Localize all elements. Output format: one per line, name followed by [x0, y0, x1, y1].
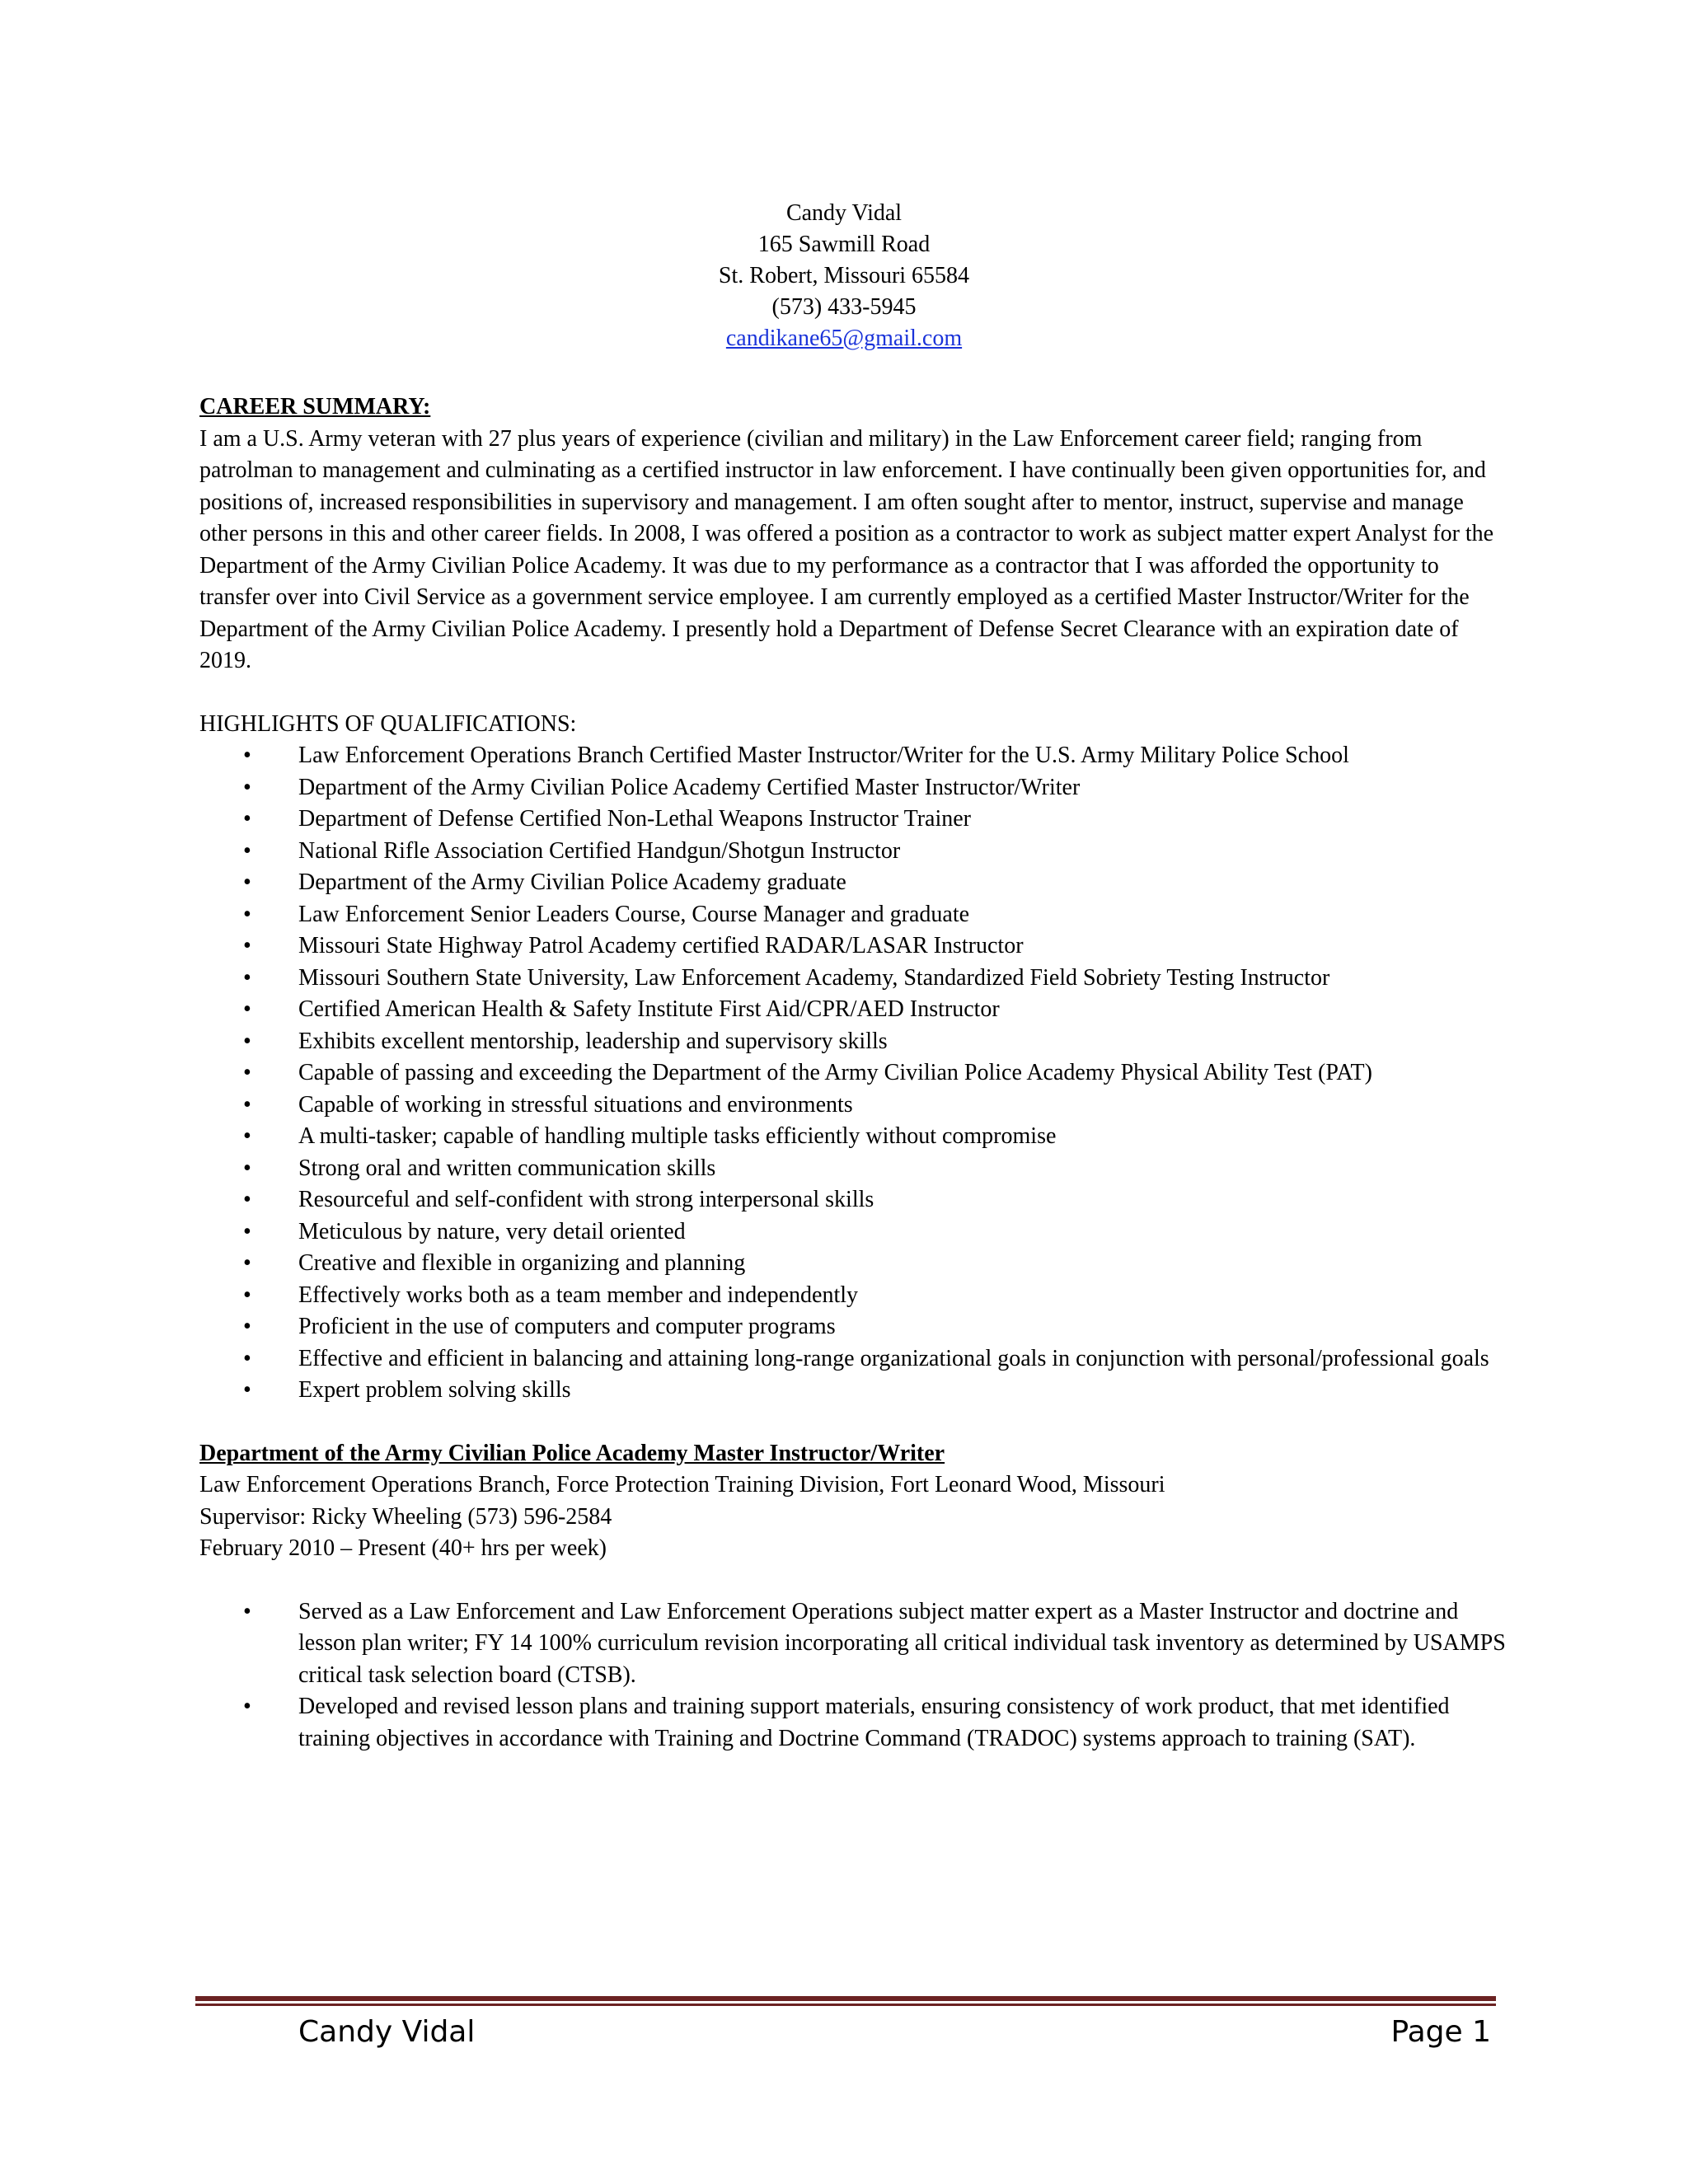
bullet-icon: •: [243, 933, 251, 958]
list-item: • Law Enforcement Senior Leaders Course, Course Manager and graduate: [199, 899, 1506, 931]
bullet-icon: •: [243, 1028, 251, 1054]
list-item: • Missouri State Highway Patrol Academy certified RADAR/LASAR Instructor: [199, 930, 1506, 963]
bullet-icon: •: [243, 1598, 251, 1624]
bullet-icon: •: [243, 774, 251, 800]
list-item: • Department of Defense Certified Non-Lethal Weapons Instructor Trainer: [199, 804, 1506, 836]
bullet-icon: •: [243, 1314, 251, 1339]
list-item: • Capable of working in stressful situations and environments: [199, 1090, 1506, 1122]
bullet-icon: •: [243, 1250, 251, 1276]
job-title: Department of the Army Civilian Police Academy Master Instructor/Writer: [199, 1440, 945, 1466]
bullet-icon: •: [243, 1187, 251, 1212]
list-item: • A multi-tasker; capable of handling multiple tasks efficiently without compromise: [199, 1121, 1506, 1153]
list-item: • Exhibits excellent mentorship, leadership and supervisory skills: [199, 1026, 1506, 1058]
list-item: • Effective and efficient in balancing and attaining long-range organizational goals in conjunction with personal/professional goals: [199, 1343, 1506, 1376]
bullet-icon: •: [243, 837, 251, 864]
list-item: • Resourceful and self-confident with strong interpersonal skills: [199, 1184, 1506, 1216]
bullet-icon: •: [243, 996, 251, 1022]
list-item: • Proficient in the use of computers and computer programs: [199, 1311, 1506, 1343]
bullet-icon: •: [243, 1091, 251, 1118]
list-item: • Effectively works both as a team member and independently: [199, 1280, 1506, 1312]
footer-divider: [195, 1996, 1496, 2006]
list-item: • National Rifle Association Certified Handgun/Shotgun Instructor: [199, 836, 1506, 868]
bullet-icon: •: [243, 806, 251, 832]
career-summary-text: I am a U.S. Army veteran with 27 plus years of experience (civilian and military) in the Law Enforcement career field; ranging from patrolman to management and culminating as a certified instructor in law enforcement. I have continually been given opportunities for, and positions of, increased responsibilities in supervisory and management. I am often sought after to mentor, instruct, supervise and manage other persons in this and other career fields. In 2008, I was offered a position as a contractor to work as subject matter expert Analyst for the Department of the Army Civilian Police Academy. It was due to my performance as a contractor that I was afforded the opportunity to transfer over into Civil Service as a government service employee. I am currently employed as a certified Master Instructor/Writer for the Department of the Army Civilian Police Academy. I presently hold a Department of Defense Secret Clearance with an expiration date of 2019.: [199, 425, 1494, 673]
bullet-icon: •: [243, 1694, 251, 1719]
career-summary-heading: CAREER SUMMARY:: [199, 394, 431, 419]
phone-number: (573) 433-5945: [771, 294, 917, 320]
candidate-name: Candy Vidal: [785, 200, 903, 226]
bullet-icon: •: [243, 743, 251, 768]
bullet-icon: •: [243, 1345, 251, 1371]
job-branch: Law Enforcement Operations Branch, Force Protection Training Division, Fort Leonard Wood, Missouri: [199, 1472, 1165, 1497]
list-item: • Capable of passing and exceeding the Department of the Army Civilian Police Academy Physical Ability Test (PAT): [199, 1057, 1506, 1090]
email-link[interactable]: candikane65@gmail.com: [725, 326, 963, 351]
bullet-icon: •: [243, 964, 251, 991]
bullet-icon: •: [243, 1282, 251, 1308]
bullet-icon: •: [243, 1377, 251, 1403]
footer-page-number: Page 1: [1390, 2015, 1491, 2049]
list-item: • Certified American Health & Safety Institute First Aid/CPR/AED Instructor: [199, 994, 1506, 1026]
list-item: • Law Enforcement Operations Branch Certified Master Instructor/Writer for the U.S. Army Military Police School: [199, 740, 1506, 772]
list-item: • Expert problem solving skills: [199, 1375, 1506, 1407]
footer-name: Candy Vidal: [298, 2015, 476, 2049]
bullet-icon: •: [243, 1060, 251, 1085]
bullet-icon: •: [243, 869, 251, 895]
job-duties-list: [199, 1596, 1506, 1755]
list-item: • Meticulous by nature, very detail oriented: [199, 1216, 1506, 1249]
contact-header: [0, 198, 1688, 354]
qualifications-list: [199, 740, 1506, 1407]
list-item: • Served as a Law Enforcement and Law Enforcement Operations subject matter expert as a Master Instructor and doctrine and lesson plan writer; FY 14 100% curriculum revision incorporating all critical individual task inventory as determined by USAMPS critical task selection board (CTSB).: [199, 1596, 1506, 1692]
job-dates: February 2010 – Present (40+ hrs per week): [199, 1535, 607, 1561]
city-state-zip: St. Robert, Missouri 65584: [718, 263, 970, 288]
qualifications-heading: HIGHLIGHTS OF QUALIFICATIONS:: [199, 710, 577, 737]
list-item: • Creative and flexible in organizing and planning: [199, 1248, 1506, 1280]
list-item: • Developed and revised lesson plans and training support materials, ensuring consistency of work product, that met identified training objectives in accordance with Training and Doctrine Command (TRADOC) systems approach to training (SAT).: [199, 1691, 1506, 1755]
resume-body: [199, 391, 1506, 1755]
job-supervisor: Supervisor: Ricky Wheeling (573) 596-2584: [199, 1503, 612, 1530]
list-item: • Department of the Army Civilian Police Academy graduate: [199, 867, 1506, 899]
bullet-icon: •: [243, 1123, 251, 1149]
list-item: • Missouri Southern State University, Law Enforcement Academy, Standardized Field Sobriety Testing Instructor: [199, 963, 1506, 995]
list-item: • Strong oral and written communication skills: [199, 1153, 1506, 1185]
list-item: • Department of the Army Civilian Police Academy Certified Master Instructor/Writer: [199, 772, 1506, 804]
bullet-icon: •: [243, 901, 251, 927]
bullet-icon: •: [243, 1155, 251, 1181]
bullet-icon: •: [243, 1218, 251, 1244]
street-address: 165 Sawmill Road: [757, 232, 931, 257]
